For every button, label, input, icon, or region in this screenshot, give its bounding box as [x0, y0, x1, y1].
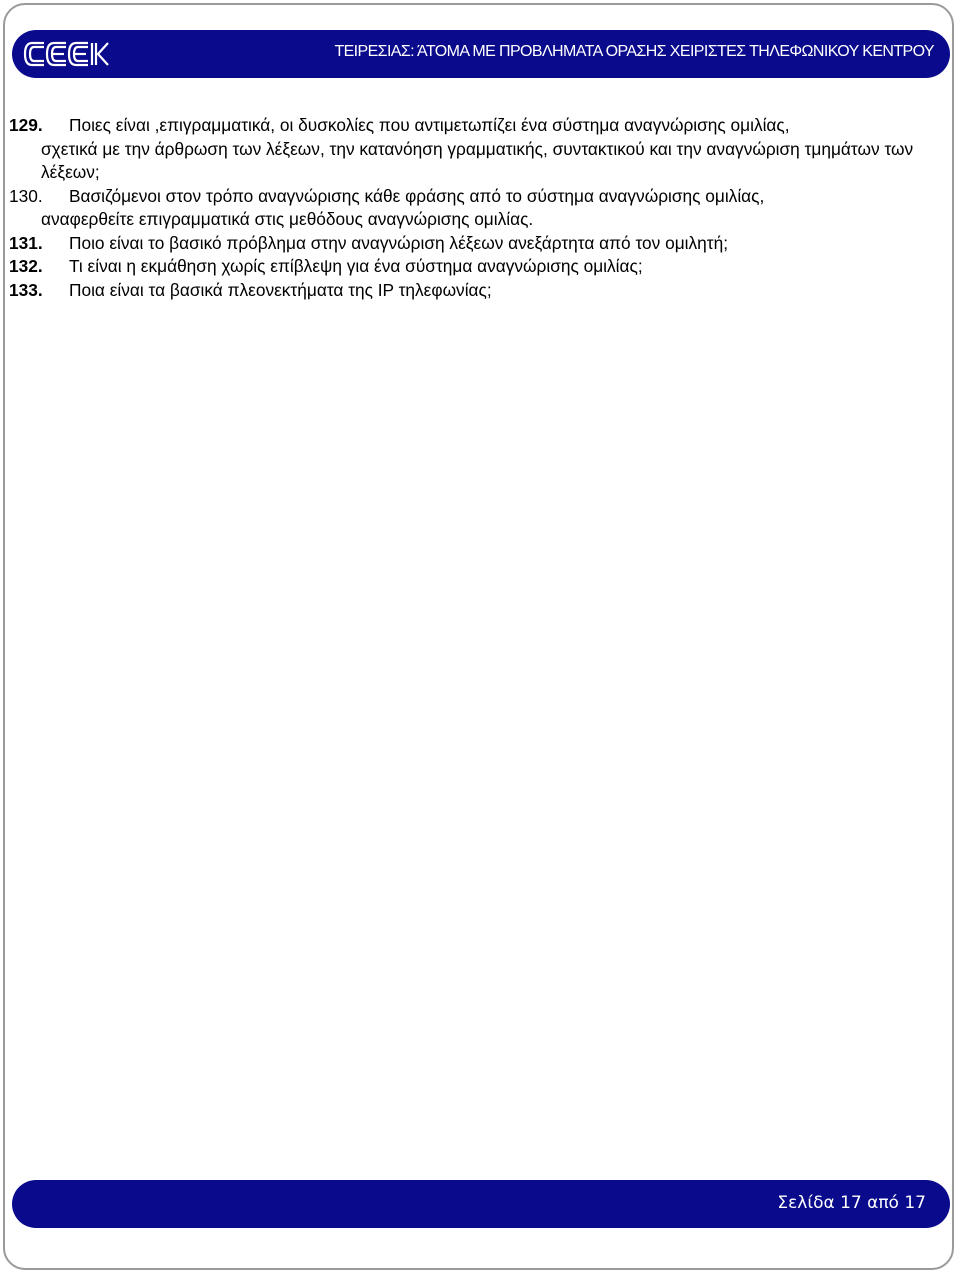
question-number: 129.	[9, 115, 43, 135]
question-item	[9, 232, 944, 256]
question-text-line1: Ποια είναι τα βασικά πλεονεκτήματα της IP τηλεφωνίας;	[69, 279, 492, 300]
page-number: Σελίδα 17 από 17	[777, 1193, 926, 1213]
footer-bar	[12, 1180, 950, 1228]
header-title: ΤΕΙΡΕΣΙΑΣ: ΆΤΟΜΑ ΜΕ ΠΡΟΒΛΗΜΑΤΑ ΟΡΑΣΗΣ ΧΕΙΡΙΣΤΕΣ ΤΗΛΕΦΩΝΙΚΟΥ ΚΕΝΤΡΟΥ	[334, 43, 934, 60]
question-number: 132.	[9, 256, 43, 276]
question-item	[9, 255, 944, 279]
question-item	[9, 279, 944, 303]
question-text-line1: Ποιο είναι το βασικό πρόβλημα στην αναγνώριση λέξεων ανεξάρτητα από τον ομιλητή;	[69, 232, 728, 253]
question-text-continued: σχετικά με την άρθρωση των λέξεων, την κατανόηση γραμματικής, συντακτικού και την αναγνώριση τμημάτων των λέξεων;	[41, 138, 914, 182]
question-item	[9, 185, 944, 209]
question-number: 130.	[9, 185, 43, 206]
question-item	[9, 114, 944, 138]
logo-icon	[22, 37, 110, 71]
question-text-continued: αναφερθείτε επιγραμματικά στις μεθόδους αναγνώρισης ομιλίας.	[41, 209, 534, 229]
question-number: 133.	[9, 279, 43, 300]
question-text-line1: Βασιζόμενοι στον τρόπο αναγνώρισης κάθε φράσης από το σύστημα αναγνώρισης ομιλίας,	[69, 185, 765, 206]
question-text-line1: Τι είναι η εκμάθηση χωρίς επίβλεψη για ένα σύστημα αναγνώρισης ομιλίας;	[69, 256, 643, 276]
header-bar	[12, 30, 950, 78]
question-text-line1: Ποιες είναι ,επιγραμματικά, οι δυσκολίες που αντιμετωπίζει ένα σύστημα αναγνώρισης ομιλίας,	[69, 115, 790, 135]
question-list	[9, 114, 944, 302]
question-number: 131.	[9, 232, 43, 253]
